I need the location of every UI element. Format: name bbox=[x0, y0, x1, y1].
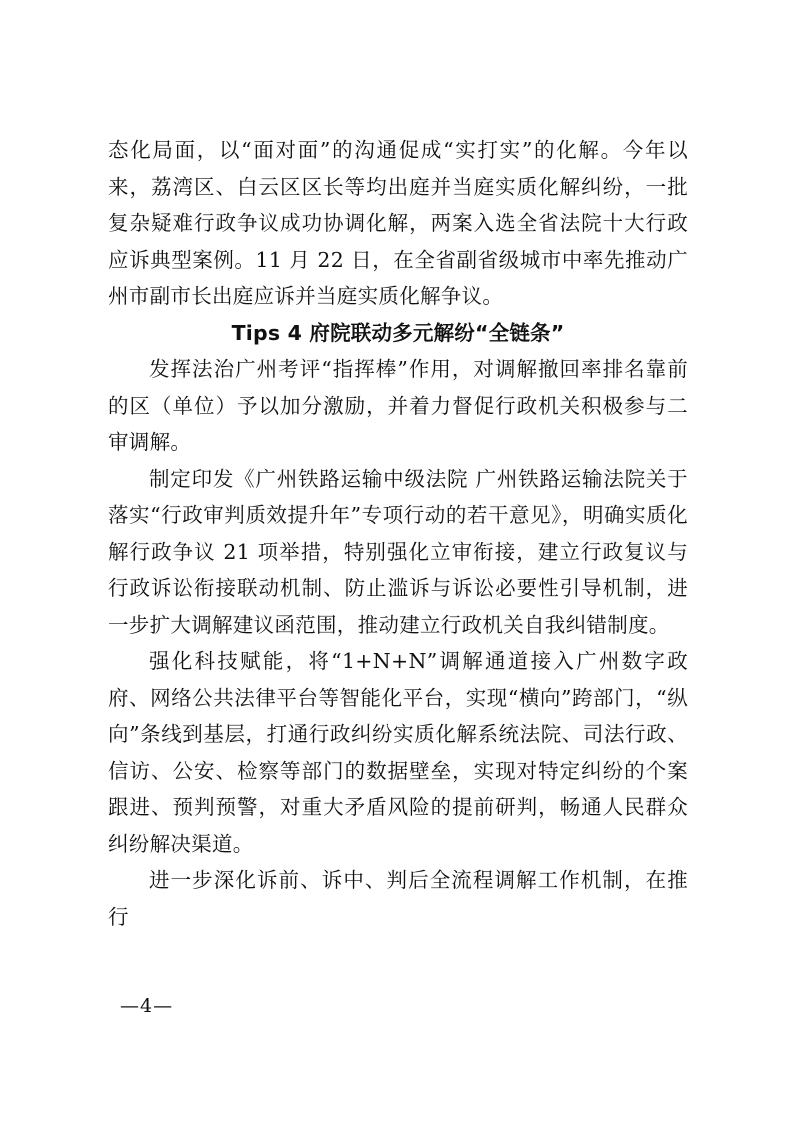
paragraph-evaluation: 发挥法治广州考评“指挥棒”作用，对调解撤回率排名靠前的区（单位）予以加分激励，并着力督促行政机关积极参与二审调解。 bbox=[108, 357, 688, 454]
page-number: —4— bbox=[120, 995, 174, 1017]
section-heading: Tips 4 府院联动多元解纷“全链条” bbox=[231, 320, 565, 345]
document-body bbox=[108, 132, 688, 935]
continued-paragraph: 态化局面，以“面对面”的沟通促成“实打实”的化解。今年以来，荔湾区、白云区区长等均出庭并当庭实质化解纠纷，一批复杂疑难行政争议成功协调化解，两案入选全省法院十大行政应诉典型案例。11 月 22 日，在全省副省级城市中率先推动广州市副市长出庭应诉并当庭实质化解争议。 bbox=[108, 138, 688, 308]
paragraph-mediation: 进一步深化诉前、诉中、判后全流程调解工作机制，在推行 bbox=[108, 868, 688, 929]
paragraph-opinions: 制定印发《广州铁路运输中级法院 广州铁路运输法院关于落实“行政审判质效提升年”专项行动的若干意见》，明确实质化解行政争议 21 项举措，特别强化立审衔接，建立行政复议与行政诉讼衔接联动机制、防止滥诉与诉讼必要性引导机制，进一步扩大调解建议函范围，推动建立行政机关自我纠错制度。 bbox=[108, 466, 688, 637]
paragraph-technology: 强化科技赋能，将“1+N+N”调解通道接入广州数字政府、网络公共法律平台等智能化平台，实现“横向”跨部门，“纵向”条线到基层，打通行政纠纷实质化解系统法院、司法行政、信访、公安、检察等部门的数据壁垒，实现对特定纠纷的个案跟进、预判预警，对重大矛盾风险的提前研判，畅通人民群众纠纷解决渠道。 bbox=[108, 649, 688, 856]
